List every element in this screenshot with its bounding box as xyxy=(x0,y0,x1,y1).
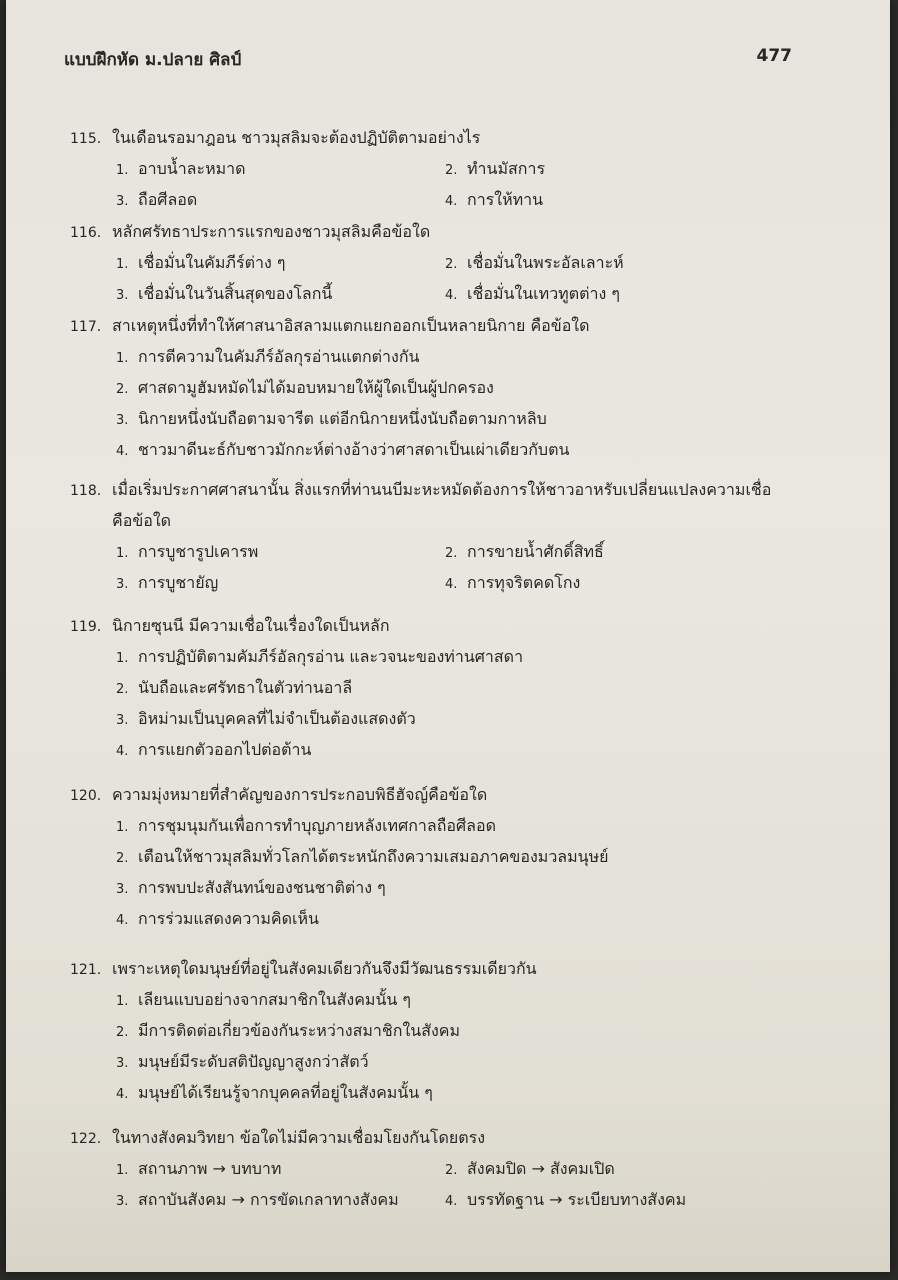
option-text: การพบปะสังสันทน์ของชนชาติต่าง ๆ xyxy=(138,878,386,897)
question-text: สาเหตุหนึ่งที่ทำให้ศาสนาอิสลามแตกแยกออกเป็นหลายนิกาย คือข้อใด xyxy=(112,316,590,335)
option-2 xyxy=(445,536,604,569)
option-2 xyxy=(116,841,609,874)
option-text: เตือนให้ชาวมุสลิมทั่วโลกได้ตระหนักถึงความเสมอภาคของมวลมนุษย์ xyxy=(138,847,609,866)
option-text: การขายน้ำศักดิ์สิทธิ์ xyxy=(467,542,604,561)
option-1 xyxy=(116,810,496,843)
option-number: 2. xyxy=(116,1025,129,1040)
option-text: ศาสดามูฮัมหมัดไม่ได้มอบหมายให้ผู้ใดเป็นผู้ปกครอง xyxy=(138,378,494,397)
option-number: 3. xyxy=(116,713,129,728)
option-number: 3. xyxy=(116,1194,129,1209)
question-text: หลักศรัทธาประการแรกของชาวมุสลิมคือข้อใด xyxy=(112,222,431,241)
option-text: มีการติดต่อเกี่ยวข้องกันระหว่างสมาชิกในสังคม xyxy=(138,1021,461,1040)
option-4 xyxy=(116,903,319,936)
option-number: 4. xyxy=(116,444,129,459)
option-row xyxy=(70,1015,810,1046)
option-2 xyxy=(445,1153,615,1186)
option-text: มนุษย์ได้เรียนรู้จากบุคคลที่อยู่ในสังคมนั้น ๆ xyxy=(138,1083,433,1102)
option-number: 4. xyxy=(445,194,458,209)
option-number: 1. xyxy=(116,163,129,178)
option-text: อาบน้ำละหมาด xyxy=(138,159,246,178)
question-text: นิกายซุนนี มีความเชื่อในเรื่องใดเป็นหลัก xyxy=(112,616,390,635)
option-number: 4. xyxy=(116,913,129,928)
option-number: 2. xyxy=(445,1163,458,1178)
option-number: 4. xyxy=(116,1087,129,1102)
question-stem xyxy=(70,474,810,505)
question-120 xyxy=(70,779,810,934)
option-1 xyxy=(116,153,246,186)
question-stem xyxy=(70,310,810,341)
option-row xyxy=(70,872,810,903)
option-number: 4. xyxy=(445,1194,458,1209)
option-number: 4. xyxy=(116,744,129,759)
option-row xyxy=(70,1077,810,1108)
question-stem xyxy=(70,216,810,247)
option-2 xyxy=(445,153,545,186)
option-2 xyxy=(116,672,352,705)
question-text: ในทางสังคมวิทยา ข้อใดไม่มีความเชื่อมโยงกันโดยตรง xyxy=(112,1128,486,1147)
option-row xyxy=(70,434,810,465)
option-1 xyxy=(116,1153,281,1186)
question-number: 116. xyxy=(70,225,102,241)
page-title: แบบฝึกหัด ม.ปลาย ศิลป์ xyxy=(64,50,242,70)
option-1 xyxy=(116,247,285,280)
option-row xyxy=(70,184,810,215)
option-1 xyxy=(116,536,258,569)
option-text: มนุษย์มีระดับสติปัญญาสูงกว่าสัตว์ xyxy=(138,1052,369,1071)
option-4 xyxy=(445,184,543,217)
option-row xyxy=(70,247,810,278)
option-1 xyxy=(116,641,523,674)
option-2 xyxy=(116,1015,460,1048)
option-3 xyxy=(116,403,547,436)
option-number: 1. xyxy=(116,820,129,835)
option-number: 1. xyxy=(116,351,129,366)
option-3 xyxy=(116,184,197,217)
option-3 xyxy=(116,1046,369,1079)
option-3 xyxy=(116,872,386,905)
option-text: การร่วมแสดงความคิดเห็น xyxy=(138,909,319,928)
option-4 xyxy=(116,434,569,467)
option-row xyxy=(70,672,810,703)
option-4 xyxy=(116,1077,433,1110)
option-row xyxy=(70,1184,810,1215)
question-117 xyxy=(70,310,810,465)
option-text: การตีความในคัมภีร์อัลกุรอ่านแตกต่างกัน xyxy=(138,347,420,366)
question-number: 121. xyxy=(70,962,102,978)
option-text: การทุจริตคดโกง xyxy=(467,573,581,592)
option-text: ถือศีลอด xyxy=(138,190,198,209)
question-119 xyxy=(70,610,810,765)
option-number: 3. xyxy=(116,1056,129,1071)
option-number: 2. xyxy=(445,257,458,272)
option-text: การชุมนุมกันเพื่อการทำบุญภายหลังเทศกาลถือศีลอด xyxy=(138,816,496,835)
question-118 xyxy=(70,474,810,598)
option-row xyxy=(70,278,810,309)
option-row xyxy=(70,903,810,934)
option-number: 2. xyxy=(445,546,458,561)
option-number: 3. xyxy=(116,194,129,209)
option-text: เชื่อมั่นในวันสิ้นสุดของโลกนี้ xyxy=(138,284,333,303)
option-3 xyxy=(116,567,218,600)
option-number: 3. xyxy=(116,882,129,897)
option-1 xyxy=(116,341,419,374)
option-text: นับถือและศรัทธาในตัวท่านอาลี xyxy=(138,678,353,697)
page-number: 477 xyxy=(756,46,792,66)
option-4 xyxy=(116,734,311,767)
option-number: 4. xyxy=(445,288,458,303)
option-number: 1. xyxy=(116,994,129,1009)
option-row xyxy=(70,403,810,434)
option-4 xyxy=(445,278,620,311)
option-text: บรรทัดฐาน → ระเบียบทางสังคม xyxy=(467,1190,687,1209)
option-number: 3. xyxy=(116,577,129,592)
option-1 xyxy=(116,984,411,1017)
option-number: 3. xyxy=(116,413,129,428)
option-text: สังคมปิด → สังคมเปิด xyxy=(467,1159,615,1178)
option-row xyxy=(70,734,810,765)
question-stem xyxy=(70,1122,810,1153)
option-text: นิกายหนึ่งนับถือตามจารีต แต่อีกนิกายหนึ่งนับถือตามกาหลิบ xyxy=(138,409,547,428)
option-number: 2. xyxy=(445,163,458,178)
option-text: สถานภาพ → บทบาท xyxy=(138,1159,282,1178)
option-number: 1. xyxy=(116,651,129,666)
question-stem xyxy=(70,610,810,641)
option-row xyxy=(70,341,810,372)
option-row xyxy=(70,984,810,1015)
question-stem xyxy=(70,953,810,984)
question-115 xyxy=(70,122,810,215)
option-text: การบูชายัญ xyxy=(138,573,219,592)
option-text: การให้ทาน xyxy=(467,190,544,209)
option-text: เลียนแบบอย่างจากสมาชิกในสังคมนั้น ๆ xyxy=(138,990,412,1009)
question-121 xyxy=(70,953,810,1108)
page-header xyxy=(64,46,792,76)
option-row xyxy=(70,372,810,403)
option-row xyxy=(70,810,810,841)
question-text: ในเดือนรอมาฎอน ชาวมุสลิมจะต้องปฏิบัติตามอย่างไร xyxy=(112,128,481,147)
option-4 xyxy=(445,1184,686,1217)
option-3 xyxy=(116,703,416,736)
option-row xyxy=(70,641,810,672)
question-text: ความมุ่งหมายที่สำคัญของการประกอบพิธีฮัจญ์คือข้อใด xyxy=(112,785,488,804)
option-text: เชื่อมั่นในเทวทูตต่าง ๆ xyxy=(467,284,620,303)
option-text: สถาบันสังคม → การขัดเกลาทางสังคม xyxy=(138,1190,399,1209)
option-2 xyxy=(445,247,624,280)
option-number: 2. xyxy=(116,682,129,697)
option-row xyxy=(70,153,810,184)
option-2 xyxy=(116,372,494,405)
option-number: 3. xyxy=(116,288,129,303)
question-number: 119. xyxy=(70,619,102,635)
option-number: 4. xyxy=(445,577,458,592)
option-text: ชาวมาดีนะธ์กับชาวมักกะห์ต่างอ้างว่าศาสดาเป็นเผ่าเดียวกับตน xyxy=(138,440,570,459)
option-3 xyxy=(116,1184,399,1217)
option-text: เชื่อมั่นในพระอัลเลาะห์ xyxy=(467,253,624,272)
question-number: 115. xyxy=(70,131,102,147)
option-row xyxy=(70,703,810,734)
option-number: 1. xyxy=(116,257,129,272)
option-number: 1. xyxy=(116,546,129,561)
question-text: เพราะเหตุใดมนุษย์ที่อยู่ในสังคมเดียวกันจึงมีวัฒนธรรมเดียวกัน xyxy=(112,959,537,978)
option-text: การบูชารูปเคารพ xyxy=(138,542,259,561)
question-text: คือข้อใด xyxy=(112,511,172,530)
question-122 xyxy=(70,1122,810,1215)
option-text: การปฏิบัติตามคัมภีร์อัลกุรอ่าน และวจนะของท่านศาสดา xyxy=(138,647,524,666)
option-3 xyxy=(116,278,332,311)
question-number: 118. xyxy=(70,483,102,499)
question-number: 117. xyxy=(70,319,102,335)
document-page xyxy=(6,0,890,1272)
question-stem-continued xyxy=(70,505,810,536)
question-text: เมื่อเริ่มประกาศศาสนานั้น สิ่งแรกที่ท่านนบีมะหะหมัดต้องการให้ชาวอาหรับเปลี่ยนแปลงความเชื่อ xyxy=(112,480,772,499)
option-row xyxy=(70,841,810,872)
option-row xyxy=(70,567,810,598)
question-number: 120. xyxy=(70,788,102,804)
option-4 xyxy=(445,567,580,600)
question-stem xyxy=(70,122,810,153)
option-number: 2. xyxy=(116,382,129,397)
option-row xyxy=(70,1153,810,1184)
option-number: 1. xyxy=(116,1163,129,1178)
option-row xyxy=(70,536,810,567)
option-text: เชื่อมั่นในคัมภีร์ต่าง ๆ xyxy=(138,253,286,272)
option-text: ทำนมัสการ xyxy=(467,159,546,178)
option-row xyxy=(70,1046,810,1077)
option-text: อิหม่ามเป็นบุคคลที่ไม่จำเป็นต้องแสดงตัว xyxy=(138,709,416,728)
question-stem xyxy=(70,779,810,810)
question-number: 122. xyxy=(70,1131,102,1147)
option-text: การแยกตัวออกไปต่อต้าน xyxy=(138,740,312,759)
option-number: 2. xyxy=(116,851,129,866)
question-116 xyxy=(70,216,810,309)
